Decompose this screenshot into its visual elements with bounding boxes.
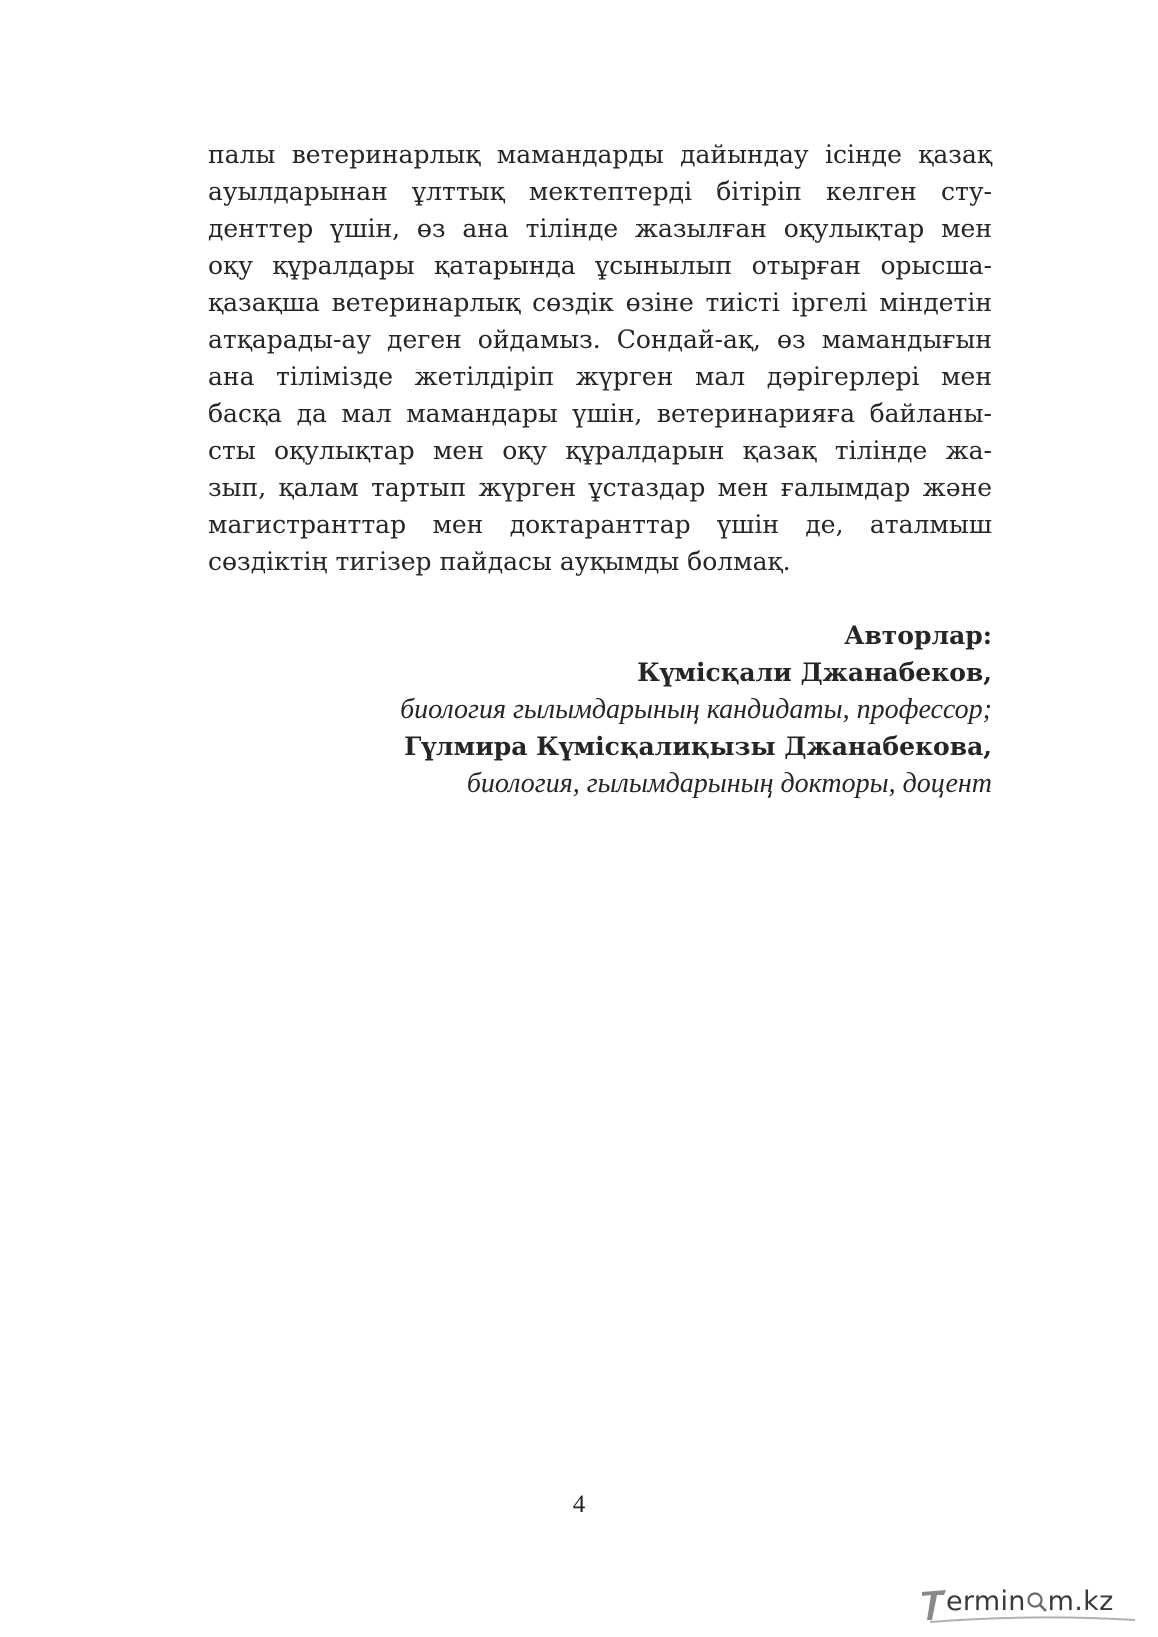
watermark-logo bbox=[920, 1584, 1140, 1624]
text-line: зып, қалам тартып жүрген ұстаздар мен ғалымдар және bbox=[208, 473, 992, 502]
text-line: атқарады-ау деген ойдамыз. Сондай-ақ, өз мамандығын bbox=[208, 325, 992, 354]
text-line: ауылдарынан ұлттық мектептерді бітіріп келген сту- bbox=[208, 177, 992, 206]
text-line: палы ветеринарлық мамандарды дайындау ісінде қазақ bbox=[208, 140, 992, 169]
body-text bbox=[208, 136, 992, 580]
authors-heading: Авторлар: bbox=[844, 621, 992, 650]
watermark-text-after: m.kz bbox=[1047, 1586, 1114, 1617]
watermark-text bbox=[946, 1586, 1114, 1617]
watermark-text-before: ermin bbox=[946, 1586, 1026, 1617]
author-2-name: Гүлмира Күмісқалиқызы Джанабекова, bbox=[404, 732, 992, 761]
page-number: 4 bbox=[572, 1491, 586, 1518]
magnifier-icon bbox=[1026, 1591, 1048, 1613]
text-line: магистранттар мен доктаранттар үшін де, аталмыш bbox=[208, 510, 992, 539]
text-line: денттер үшін, өз ана тілінде жазылған оқулықтар мен bbox=[208, 214, 992, 243]
text-line: сөздіктің тигізер пайдасы ауқымды болмақ. bbox=[208, 547, 791, 576]
text-line: сты оқулықтар мен оқу құралдарын қазақ тілінде жа- bbox=[208, 436, 992, 465]
author-2-title: биология, гылымдарының докторы, доцент bbox=[466, 768, 992, 799]
text-line: қазақша ветеринарлық сөздік өзіне тиісті іргелі міндетін bbox=[208, 288, 992, 317]
text-line: оқу құралдары қатарында ұсынылып отырған орысша- bbox=[208, 251, 992, 280]
text-line: ана тілімізде жетілдіріп жүрген мал дәрігерлері мен bbox=[208, 362, 992, 391]
text-line: басқа да мал мамандары үшін, ветеринарияға байланы- bbox=[208, 399, 992, 428]
author-1-title: биология гылымдарының кандидаты, профессор; bbox=[400, 694, 992, 725]
author-1-name: Күмісқали Джанабеков, bbox=[637, 658, 992, 687]
authors-block bbox=[400, 617, 992, 802]
